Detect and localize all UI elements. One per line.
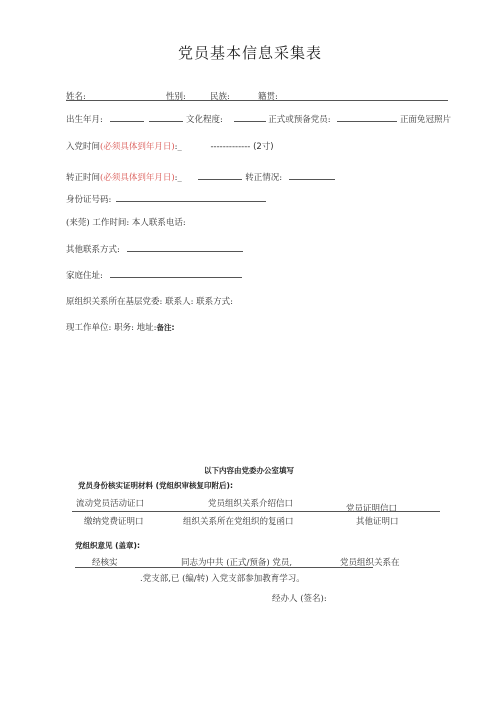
native-place-label: 籍贯:: [258, 92, 278, 102]
birth-field-2[interactable]: [149, 112, 183, 122]
regular-status-field[interactable]: [289, 170, 335, 180]
office-heading: 以下内容由党委办公室填写: [204, 466, 294, 475]
birth-label: 出生年月:: [66, 115, 103, 125]
materials-divider: [72, 511, 440, 512]
member-type-field[interactable]: [337, 112, 397, 122]
material-checkbox-4[interactable]: 缴纳党费证明口: [84, 517, 144, 527]
join-date-label: 入党时间: [66, 142, 101, 152]
material-checkbox-3[interactable]: 党员证明信口: [346, 504, 398, 514]
education-label: 文化程度:: [185, 115, 223, 125]
regular-date-note: (必须具体到年月日): [100, 173, 175, 183]
regular-date-label: 转正时间: [66, 173, 101, 183]
gender-label: 性别:: [166, 92, 186, 102]
home-address-label: 家庭住址:: [66, 271, 103, 281]
regular-date-row: [66, 170, 335, 183]
other-contact-row: [66, 242, 243, 255]
current-work-row: [66, 321, 175, 333]
page-title: 党员基本信息采集表: [177, 44, 322, 62]
regular-status-label: 转正情况:: [245, 173, 283, 183]
ethnicity-label: 民族:: [210, 92, 230, 102]
materials-title: 党员身份核实证明材料 (党组织审核复印附后):: [78, 481, 233, 490]
photo-size: (2寸): [253, 142, 274, 152]
opinion-line-2: .党支部,已 (编/转) 入党支部参加教育学习。: [140, 574, 305, 584]
id-row: [66, 192, 266, 205]
other-contact-field[interactable]: [127, 242, 243, 252]
join-date-row: [66, 140, 274, 152]
opinion-title: 党组织意见 (盖章):: [75, 541, 140, 550]
material-checkbox-5[interactable]: 组织关系所在党组织的复函口: [183, 517, 294, 527]
regular-date-field[interactable]: [198, 170, 242, 180]
remarks-label: 备注:: [156, 323, 175, 332]
work-time-row: (来莞) 工作时间: 本人联系电话:: [66, 218, 186, 228]
photo-label: 正面免冠照片: [400, 115, 452, 125]
birth-row: [66, 112, 451, 125]
current-work-label: 现工作单位: 职务: 地址:: [66, 323, 157, 333]
opinion-underline: [75, 567, 373, 568]
join-date-sep: :_: [174, 142, 182, 152]
row1-underline: [66, 100, 448, 101]
handler-signature-label: 经办人 (签名):: [272, 594, 327, 604]
opinion-verified: 经核实: [92, 558, 118, 568]
opinion-relation: 党员组织关系在: [340, 558, 400, 568]
home-address-row: [66, 268, 242, 281]
other-contact-label: 其他联系方式:: [66, 245, 120, 255]
photo-dashes: -------------: [210, 142, 251, 152]
original-org-row: 原组织关系所在基层党委: 联系人: 联系方式:: [66, 297, 233, 307]
material-checkbox-6[interactable]: 其他证明口: [356, 517, 399, 527]
regular-date-sep: :_: [174, 173, 182, 183]
join-date-note: (必须具体到年月日): [100, 142, 175, 152]
home-address-field[interactable]: [110, 268, 242, 278]
id-number-field[interactable]: [116, 192, 266, 202]
member-type-label: 正式或预备党员:: [268, 115, 331, 125]
name-label: 姓名:: [66, 92, 86, 102]
birth-field[interactable]: [110, 112, 144, 122]
education-field[interactable]: [234, 112, 266, 122]
opinion-comrade: 同志为中共 (正式/预备) 党员,: [181, 558, 293, 568]
id-number-label: 身份证号码:: [66, 195, 112, 205]
material-checkbox-2[interactable]: 党员组织关系介绍信口: [208, 499, 294, 509]
material-checkbox-1[interactable]: 流动党员活动证口: [76, 499, 145, 509]
